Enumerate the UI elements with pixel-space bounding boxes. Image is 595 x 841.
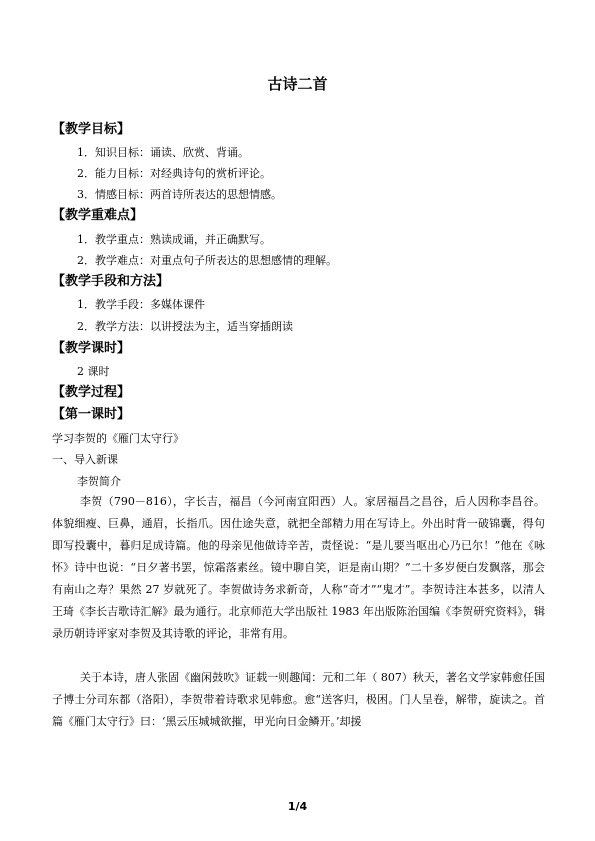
poem-anecdote-paragraph: 关于本诗，唐人张固《幽闲鼓吹》证载一则趣闻：元和二年（ 807）秋天，著名文学家韩愈任国子博士分司东都（洛阳），李贺带着诗歌求见韩愈。愈“送客归，极困。门人呈卷，解带，旋读之。首篇《雁门太守行》曰：‘黑云压城城欲摧，甲光向日金鳞开。’却援 <box>52 671 545 728</box>
study-line: 学习李贺的《雁门太守行》 <box>52 432 184 445</box>
hours-value: 2 课时 <box>77 365 110 378</box>
page-number: 1/4 <box>287 800 308 813</box>
biography-paragraph: 李贺（790－816），字长吉，福昌（今河南宜阳西）人。家居福昌之昌谷，后人因称李昌谷。体貌细瘦、巨鼻，通眉，长指爪。因仕途失意，就把全部精力用在写诗上。外出时背一破锦囊，得句即写投囊中，暮归足成诗篇。他的母亲见他做诗辛苦，责怪说：“是儿要当呕出心乃已尔！”他在《咏怀》诗中也说：“日夕著书罢，惊霜落素丝。镜中聊自笑，讵是南山期？”二十多岁便白发飘落，那会有南山之寿？果然 27 岁就死了。李贺做诗务求新奇，人称“奇才”“鬼才”。李贺诗注本甚多，以清人王琦《李长吉歌诗汇解》最为通行。北京师范大学出版社 1983 年出版陈治国编《李贺研究资料》，辑录历朝诗评家对李贺及其诗歌的评论，非常有用。 <box>52 495 545 640</box>
section-heading-key-points: 【教学重难点】 <box>52 208 144 223</box>
goal-item: 3．情感目标：两首诗所表达的思想情感。 <box>77 188 282 201</box>
key-point-item: 1．教学重点：熟读成诵，并正确默写。 <box>77 233 271 246</box>
part-heading: 一、导入新课 <box>52 453 118 466</box>
goal-item: 1．知识目标：诵读、欣赏、背诵。 <box>77 146 249 159</box>
key-point-item: 2．教学难点：对重点句子所表达的思想感情的理解。 <box>77 254 337 267</box>
goal-item: 2．能力目标：对经典诗句的赏析评论。 <box>77 167 271 180</box>
section-heading-methods: 【教学手段和方法】 <box>52 274 170 289</box>
bio-heading: 李贺简介 <box>77 475 121 488</box>
section-heading-lesson1: 【第一课时】 <box>52 407 131 422</box>
section-heading-goals: 【教学目标】 <box>52 122 131 137</box>
section-heading-hours: 【教学课时】 <box>52 341 131 356</box>
method-item: 1．教学手段：多媒体课件 <box>77 298 205 311</box>
method-item: 2．教学方法：以讲授法为主，适当穿插朗读 <box>77 320 293 333</box>
document-title: 古诗二首 <box>267 75 328 93</box>
section-heading-process: 【教学过程】 <box>52 385 131 400</box>
